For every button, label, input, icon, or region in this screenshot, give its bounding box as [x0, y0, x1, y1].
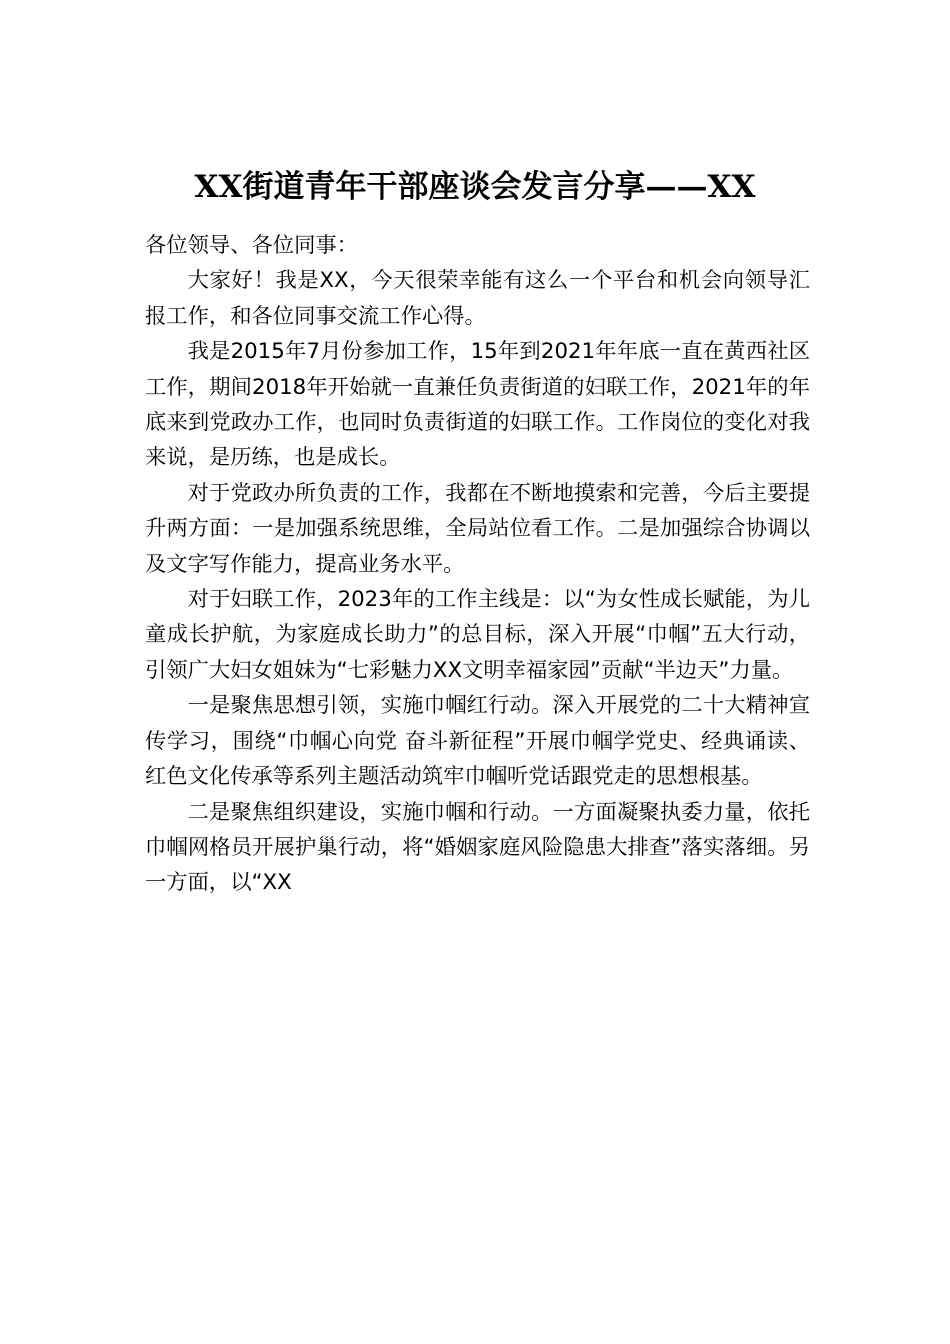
- document-title: XX街道青年干部座谈会发言分享——XX: [194, 169, 756, 205]
- paragraph-office-work: 对于党政办所负责的工作，我都在不断地摸索和完善，今后主要提升两方面：一是加强系统思维，全局站位看工作。二是加强综合协调以及文字写作能力，提高业务水平。: [145, 480, 810, 577]
- paragraph-organization-building: 二是聚焦组织建设，实施巾帼和行动。一方面凝聚执委力量，依托巾帼网格员开展护巢行动，将“婚姻家庭风险隐患大排查”落实落细。另一方面，以“XX: [145, 799, 810, 896]
- document-body: [145, 228, 810, 901]
- paragraph-work-history: 我是2015年7月份参加工作，15年到2021年年底一直在黄西社区工作，期间2018年开始就一直兼任负责街道的妇联工作，2021年的年底来到党政办工作，也同时负责街道的妇联工作。工作岗位的变化对我来说，是历练，也是成长。: [145, 339, 810, 471]
- paragraph-greeting: 大家好！我是XX，今天很荣幸能有这么一个平台和机会向领导汇报工作，和各位同事交流工作心得。: [145, 268, 810, 329]
- paragraph-ideological-guidance: 一是聚焦思想引领，实施巾帼红行动。深入开展党的二十大精神宣传学习，围绕“巾帼心向党 奋斗新征程”开展巾帼学党史、经典诵读、红色文化传承等系列主题活动筑牢巾帼听党话跟党走的思想根基。: [145, 693, 810, 790]
- salutation: 各位领导、各位同事：: [145, 233, 358, 258]
- paragraph-womens-federation: 对于妇联工作，2023年的工作主线是：以“为女性成长赋能，为儿童成长护航，为家庭成长助力”的总目标，深入开展“巾帼”五大行动，引领广大妇女姐妹为“七彩魅力XX文明幸福家园”贡献“半边天”力量。: [145, 587, 810, 683]
